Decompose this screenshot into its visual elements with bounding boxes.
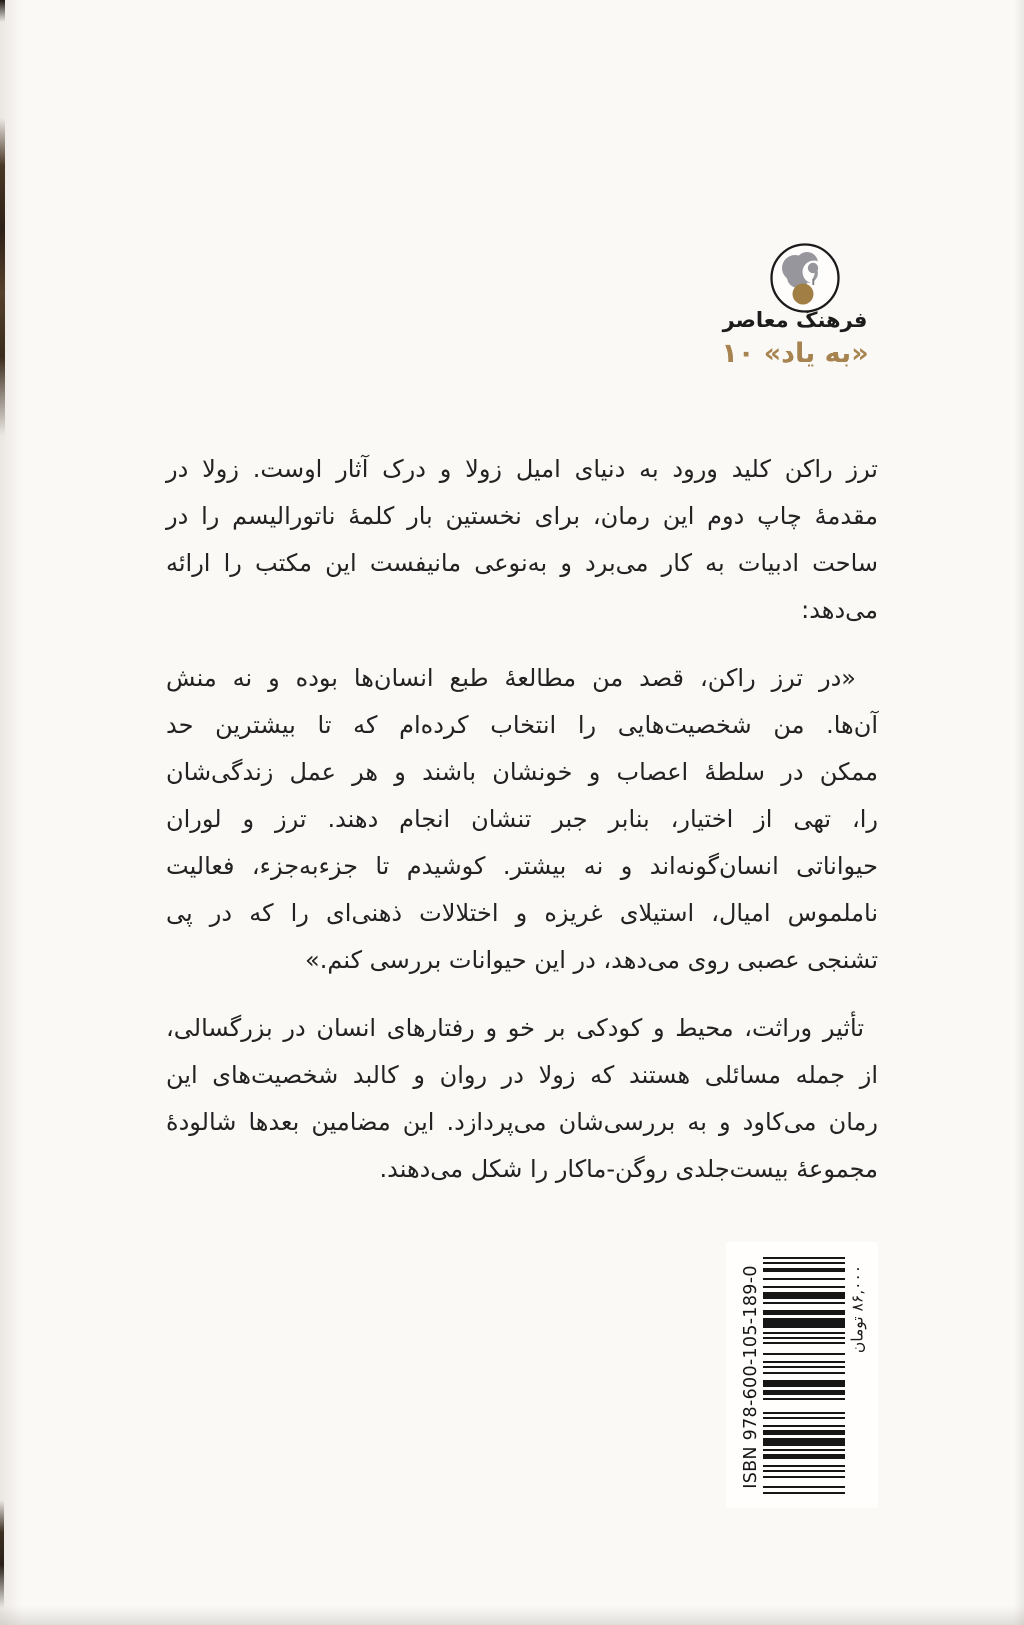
paragraph-closing — [166, 1005, 878, 1193]
barcode-stripe — [763, 1318, 845, 1328]
paragraph-intro — [166, 446, 878, 634]
text-line: رمان می‌کاود و به بررسی‌شان می‌پردازد. این مضامین بعدها شالودۀ — [166, 1108, 878, 1136]
barcode-stripe — [763, 1398, 845, 1400]
barcode-stripe — [763, 1286, 845, 1288]
publisher-name: فرهنگ معاصر — [722, 308, 868, 332]
barcode-stripe — [763, 1278, 845, 1280]
barcode-stripe — [763, 1449, 845, 1451]
text-line: «در ترز راکن، قصد من مطالعۀ طبع انسان‌ها بوده و نه منش — [166, 664, 856, 692]
text-line: ترز راکن کلید ورود به دنیای امیل زولا و درک آثار اوست. زولا در — [166, 455, 878, 483]
barcode-stripe — [763, 1353, 845, 1355]
barcode-stripe — [763, 1268, 845, 1273]
text-line: ممکن در سلطۀ اعصاب و خونشان باشند و هر عمل زندگی‌شان — [166, 758, 878, 786]
back-cover-text — [166, 446, 878, 1214]
scan-edge-dark-bottom — [0, 1500, 4, 1608]
barcode-stripe — [763, 1342, 845, 1344]
barcode-stripe — [763, 1380, 845, 1387]
barcode-stripe — [763, 1337, 845, 1339]
scan-edge-bottom-shadow — [0, 1606, 1024, 1625]
barcode-stripe — [763, 1412, 845, 1414]
text-line: از جمله مسائلی هستند که زولا در روان و کالبد شخصیت‌های این — [166, 1061, 878, 1089]
text-line: تأثیر وراثت، محیط و کودکی بر خو و رفتارهای انسان در بزرگسالی، — [166, 1014, 864, 1042]
barcode-stripe — [763, 1492, 845, 1494]
barcode-stripe — [763, 1292, 845, 1299]
barcode-stripe — [763, 1361, 845, 1363]
barcode-stripe — [763, 1438, 845, 1445]
text-line: را، تهی از اختیار، بنابر جبر تنشان انجام دهند. ترز و لوران — [166, 805, 878, 833]
text-line: مجموعۀ بیست‌جلدی روگن-ماکار را شکل می‌دهند. — [379, 1155, 878, 1183]
text-line: می‌دهد: — [801, 596, 878, 624]
text-line: ساحت ادبیات به کار می‌برد و به‌نوعی مانیفست این مکتب را ارائه — [166, 549, 878, 577]
price-text: ۸۶,۰۰۰ تومان — [848, 1264, 867, 1354]
barcode-stripe — [763, 1470, 845, 1472]
text-line: تشنجی عصبی روی می‌دهد، در این حیوانات بررسی کنم.» — [305, 946, 878, 974]
barcode-stripe — [763, 1257, 845, 1259]
scan-edge-dark-mid — [0, 118, 5, 436]
barcode-stripe — [763, 1486, 845, 1488]
text-line: ناملموس امیال، استیلای غریزه و اختلالات ذهنی‌ای را که در پی — [166, 899, 878, 927]
text-line: آن‌ها. من شخصیت‌هایی را انتخاب کرده‌ام که تا بیشترین حد — [166, 711, 878, 739]
barcode-stripe — [763, 1454, 845, 1459]
barcode-stripe — [763, 1425, 845, 1427]
isbn-text: ISBN 978-600-105-189-0 — [741, 1265, 761, 1489]
barcode-stripe — [763, 1430, 845, 1435]
barcode-stripe — [763, 1476, 845, 1478]
barcode-stripe — [763, 1390, 845, 1395]
barcode-stripe — [763, 1366, 845, 1368]
text-line: مقدمۀ چاپ دوم این رمان، برای نخستین بار کلمۀ ناتورالیسم را در — [166, 502, 878, 530]
barcode-bars — [763, 1257, 845, 1497]
barcode-stripe — [763, 1465, 845, 1467]
paragraph-quote — [166, 655, 878, 984]
barcode-stripe — [763, 1262, 845, 1264]
scan-edge-dark-top — [0, 0, 5, 22]
barcode-stripe — [763, 1302, 845, 1304]
text-line: حیواناتی انسان‌گونه‌اند و نه بیشتر. کوشیدم تا جزءبه‌جزء، فعالیت — [166, 852, 878, 880]
series-label: «به یاد» ۱۰ — [721, 338, 869, 369]
barcode-stripe — [763, 1372, 845, 1374]
scan-edge-right-shadow — [1014, 0, 1024, 1625]
barcode-stripe — [763, 1310, 845, 1315]
publisher-logo-icon — [765, 237, 845, 317]
barcode-stripe — [763, 1332, 845, 1334]
barcode-stripe — [763, 1417, 845, 1419]
